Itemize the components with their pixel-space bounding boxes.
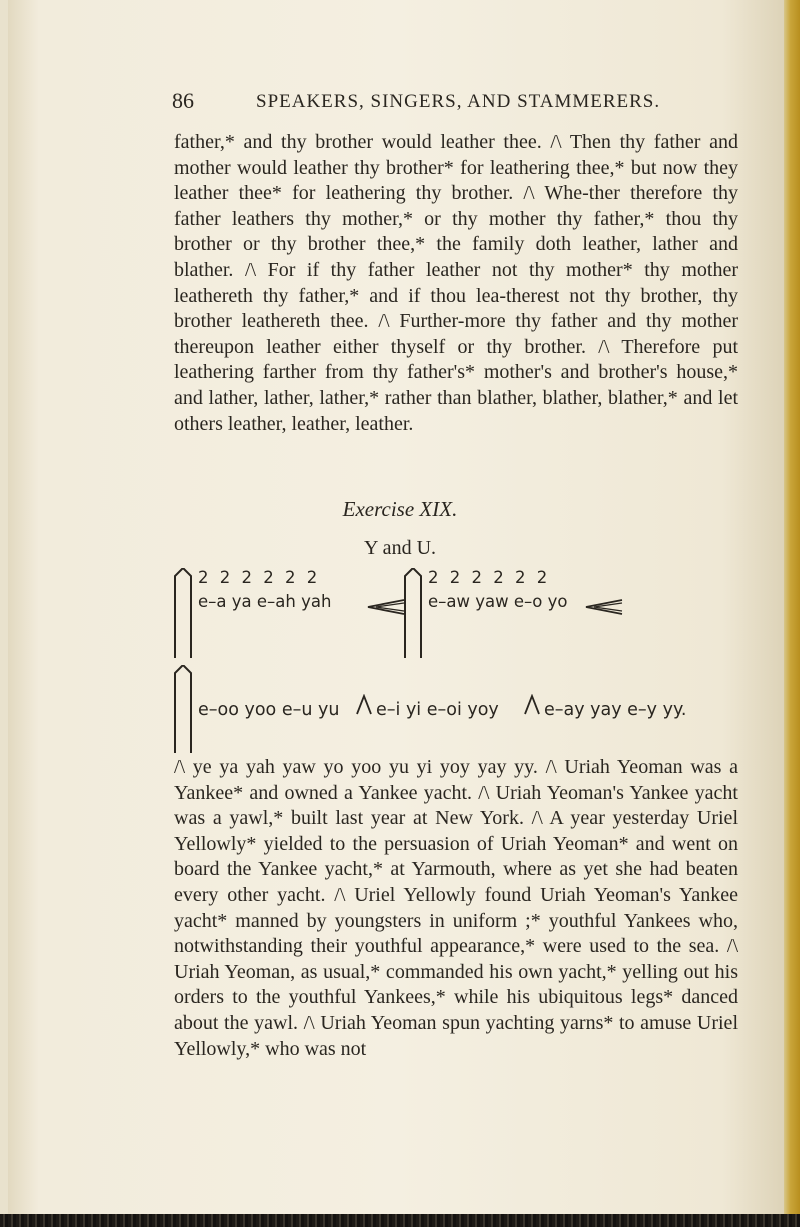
drill-part-2: e–i yi e–oi yoy (376, 700, 499, 720)
drill-part-1: e–oo yoo e–u yu (198, 700, 340, 720)
page-number: 86 (172, 88, 194, 113)
left-caret-mark (172, 568, 194, 660)
running-title: SPEAKERS, SINGERS, AND STAMMERERS. (256, 91, 661, 112)
right-caret-mark (402, 568, 424, 660)
drill-part-3: e–ay yay e–y yy. (544, 700, 687, 720)
paragraph-bottom: /\ ye ya yah yaw yo yoo yu yi yoy yay yy. /\ Uriah Yeoman was a Yankee* and owned a Yankee yacht. /\ Uriah Yeoman's Yankee yacht was a yawl,* built last year at New York. /\ A year yesterday Uriel Yellowly* yielded to the persuasion of Uriah Yeoman* and went on board the Yankee yacht,* at Yarmouth, where as yet she had beaten every other yacht. /\ Uriel Yellowly found Uriah Yeoman's Yankee yacht* manned by youngsters in uniform ;* youthful Yankees who, notwithstanding their youthful appearance,* were used to the sea. /\ Uriah Yeoman, as usual,* commanded his own yacht,* yelling out his orders to the youthful Yankees,* while his ubiquitous legs* danced about the yawl. /\ Uriah Yeoman spun yachting yarns* to amuse Uriel Yellowly,* who was not (174, 756, 738, 1060)
page-header (0, 88, 800, 118)
paragraph-top: father,* and thy brother would leather thee. /\ Then thy father and mother would leather thy brother* for leathering thee,* but now they leather thee* for leathering thy brother. /\ Whe-ther therefore thy father leathers thy mother,* or thy mother thy father,* thou thy brother or thy brother thee,* the family doth leather, lather and blather. /\ For if thy father leather not thy mother* thy mother leathereth thy father,* and if thou lea-therest not thy brother, thy brother leathereth thee. /\ Further-more thy father and thy mother thereupon leather either thyself or thy brother. /\ Therefore put leathering farther from thy father's* mother's and brother's house,* and lather, lather, lather,* rather than blather, blather, blather,* and let others leather, leather, leather. (174, 131, 738, 435)
drill-caret-small-1 (355, 694, 373, 716)
right-syllables: e–aw yaw e–o yo (428, 592, 568, 611)
drill-caret-mark (172, 665, 194, 755)
drill-caret-small-2 (523, 694, 541, 716)
right-decrescendo-mark (584, 598, 624, 616)
left-decrescendo-mark (366, 598, 406, 616)
scan-bottom-edge (0, 1214, 800, 1227)
exercise-title: Exercise XIX. (342, 497, 458, 521)
exercise-subtitle: Y and U. (363, 537, 437, 559)
left-syllables: e–a ya e–ah yah (198, 592, 332, 611)
book-spine-edge (784, 0, 800, 1214)
left-stress-numbers: 2 2 2 2 2 2 (198, 568, 321, 587)
right-stress-numbers: 2 2 2 2 2 2 (428, 568, 551, 587)
